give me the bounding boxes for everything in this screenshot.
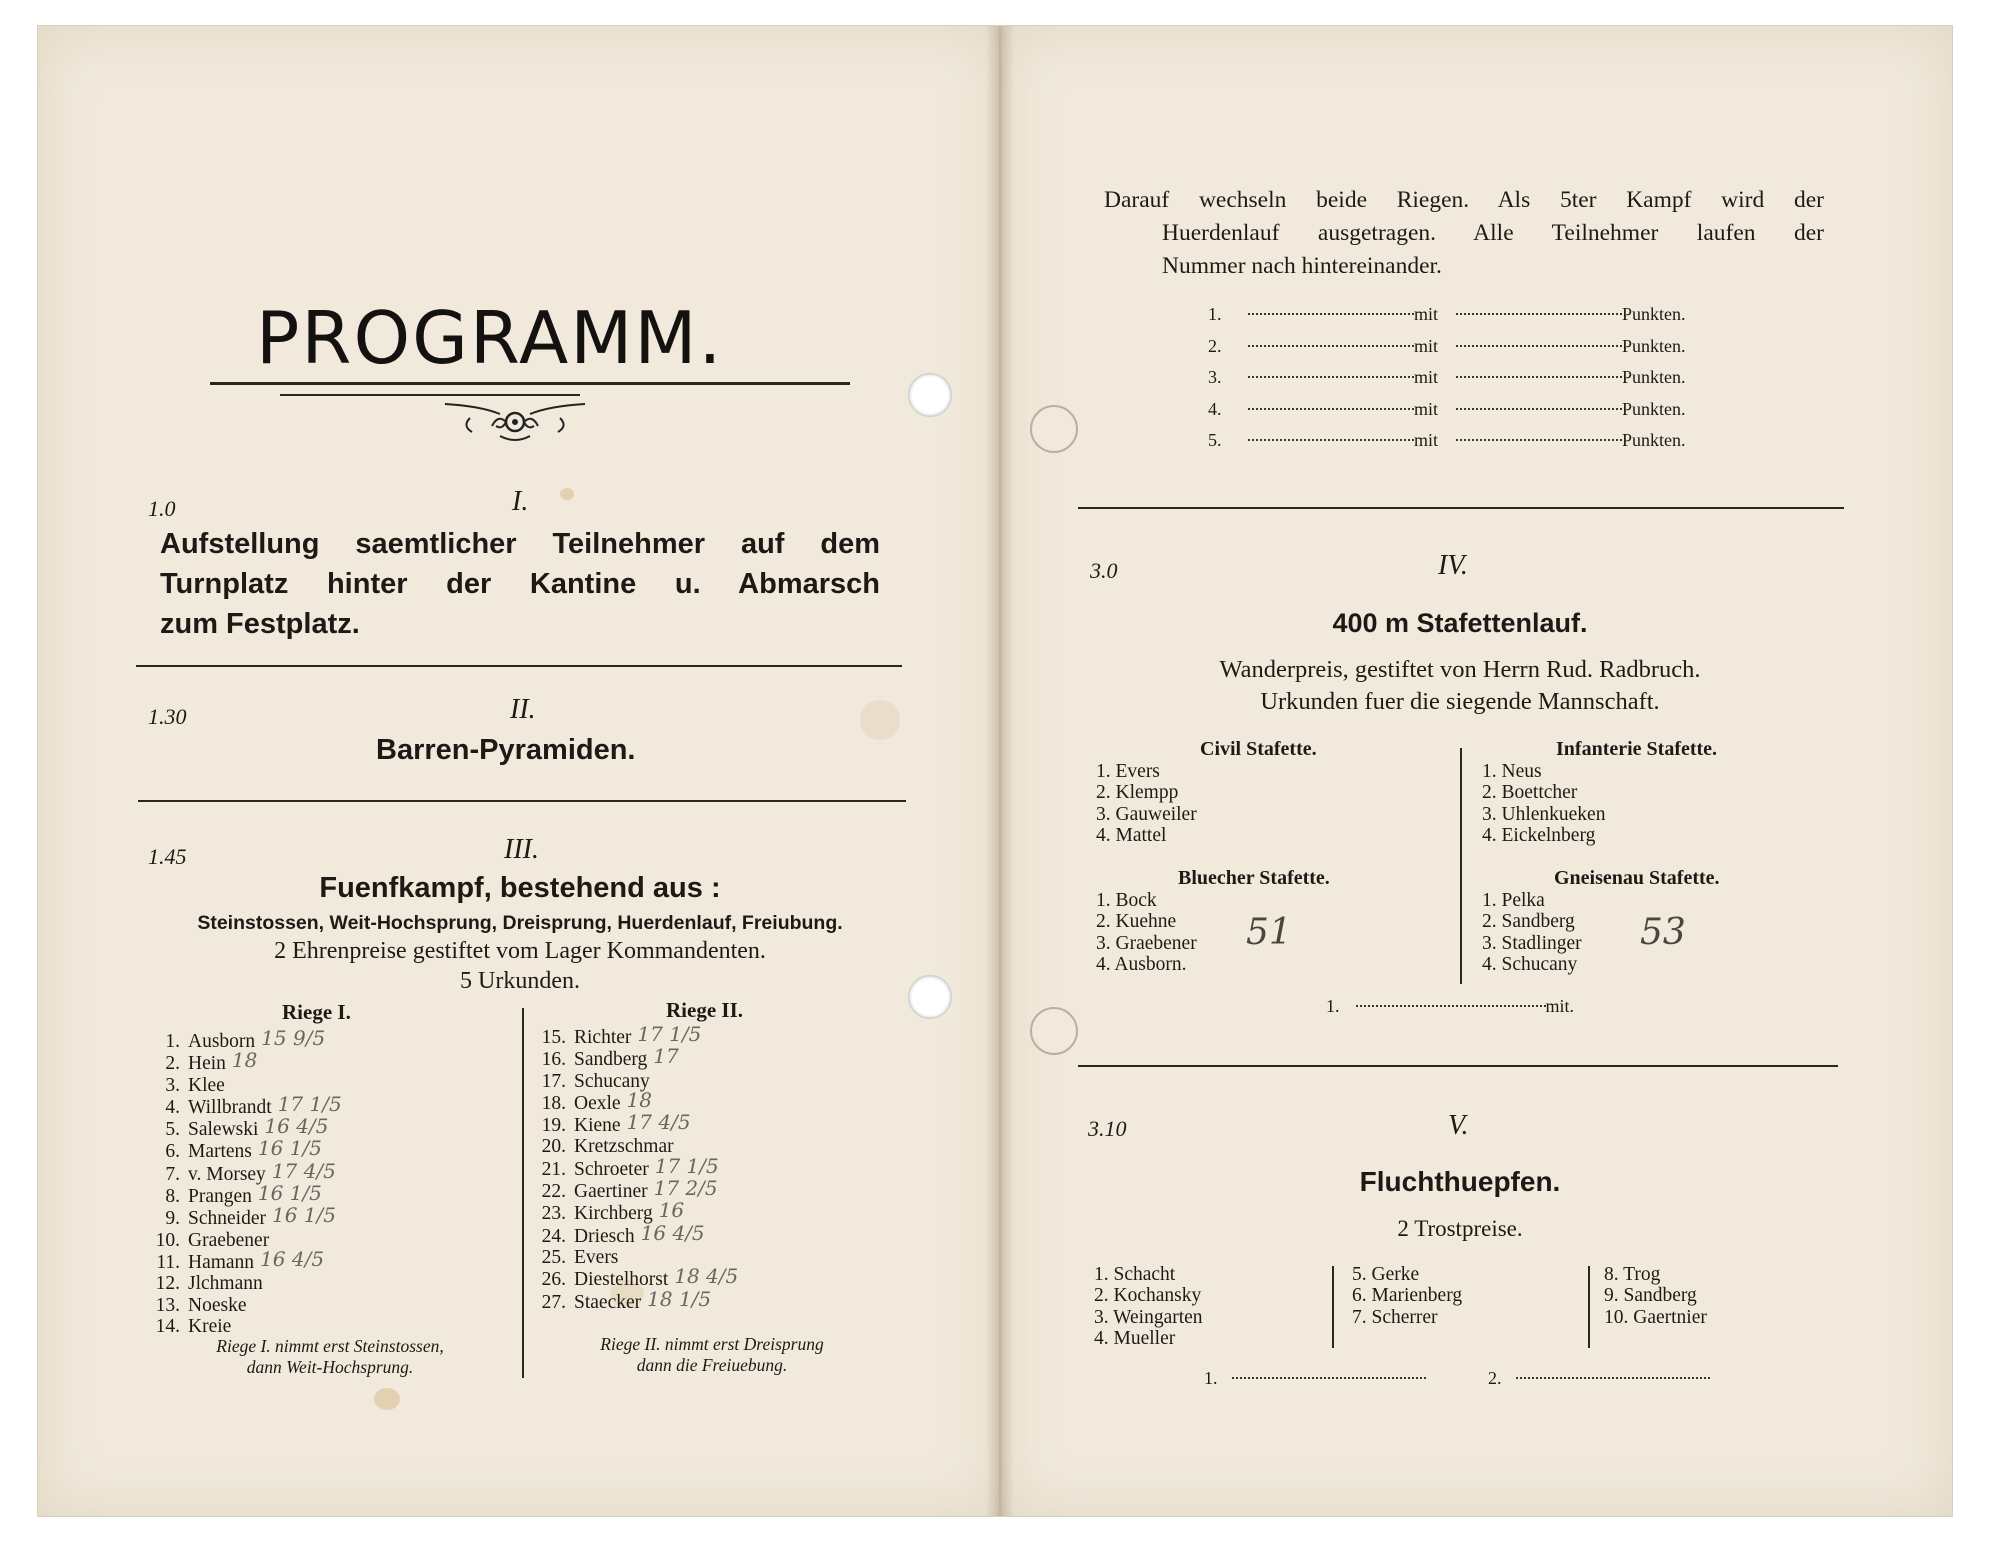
list-item bbox=[150, 1048, 336, 1075]
member-number: 8. bbox=[165, 1186, 180, 1208]
member-number: 2. bbox=[165, 1053, 180, 1075]
score-mit-label: mit bbox=[1414, 430, 1439, 450]
score-row-number: 4. bbox=[1208, 398, 1222, 419]
section-1-text bbox=[160, 524, 880, 644]
list-item bbox=[150, 1246, 336, 1273]
member-name: Kretzschmar bbox=[574, 1136, 674, 1158]
stain bbox=[860, 700, 900, 740]
section-1-line: Aufstellung saemtlicher Teilnehmer auf dem bbox=[160, 528, 880, 560]
handwritten-score: 17 4/5 bbox=[271, 1158, 336, 1183]
points-blank bbox=[1456, 408, 1622, 410]
member-name: Salewski bbox=[188, 1119, 259, 1141]
member-number: 21. bbox=[541, 1158, 566, 1180]
list-item bbox=[536, 1044, 732, 1071]
handwritten-score: 17 1/5 bbox=[637, 1022, 702, 1046]
intro-line: Nummer nach hintereinander. bbox=[1162, 253, 1442, 279]
section-2-time: 1.30 bbox=[148, 704, 187, 729]
member-number: 17. bbox=[541, 1070, 566, 1092]
stain bbox=[374, 1388, 400, 1410]
member-number: 20. bbox=[541, 1136, 566, 1158]
list-item bbox=[536, 1110, 732, 1137]
placement-1 bbox=[1204, 1368, 1426, 1389]
column-divider bbox=[1332, 1266, 1334, 1348]
member-name: Jlchmann bbox=[188, 1273, 263, 1295]
score-mit-label: mit bbox=[1414, 367, 1439, 387]
handwritten-score: 18 bbox=[231, 1048, 258, 1073]
section-4-number: IV. bbox=[1438, 550, 1468, 581]
member-name: Martens bbox=[188, 1141, 252, 1163]
member-name: Staecker bbox=[574, 1291, 642, 1313]
list-item: 4. Mattel bbox=[1096, 824, 1167, 846]
list-item: 6. Marienberg bbox=[1352, 1285, 1463, 1307]
handwritten-score: 17 2/5 bbox=[653, 1176, 718, 1201]
score-blank bbox=[1248, 408, 1414, 410]
list-item: 1. Bock bbox=[1096, 890, 1157, 911]
score-blank bbox=[1248, 376, 1414, 378]
gneisenau-team-list bbox=[1482, 890, 1582, 975]
riege-2-list bbox=[536, 1022, 739, 1313]
section-divider bbox=[138, 800, 906, 802]
section-3-number: III. bbox=[504, 834, 539, 865]
list-item bbox=[150, 1203, 336, 1230]
member-number: 27. bbox=[541, 1291, 566, 1313]
member-name: v. Morsey bbox=[188, 1163, 266, 1185]
list-item bbox=[536, 1286, 732, 1313]
score-row bbox=[1208, 367, 1686, 399]
section-3-certificates: 5 Urkunden. bbox=[460, 968, 580, 994]
member-number: 14. bbox=[155, 1315, 180, 1337]
member-number: 12. bbox=[155, 1273, 180, 1295]
civil-team-list bbox=[1096, 761, 1197, 846]
member-name: Sandberg bbox=[574, 1049, 648, 1071]
section-3-prizes: 2 Ehrenpreise gestiftet vom Lager Kommandenten. bbox=[274, 938, 766, 964]
section-divider bbox=[136, 665, 902, 667]
result-mit: mit. bbox=[1545, 996, 1575, 1016]
member-name: Schucany bbox=[574, 1070, 650, 1092]
list-item bbox=[536, 1220, 732, 1247]
score-mit-label: mit bbox=[1414, 335, 1439, 356]
punch-hole bbox=[908, 975, 952, 1019]
intro-text bbox=[1104, 184, 1824, 283]
member-name: Kreie bbox=[188, 1315, 232, 1337]
list-item: 5. Gerke bbox=[1352, 1264, 1420, 1285]
section-4-title: 400 m Stafettenlauf. bbox=[1332, 608, 1588, 638]
center-fold bbox=[986, 26, 1014, 1516]
punch-hole-mark bbox=[1030, 405, 1078, 453]
section-4-line2: Urkunden fuer die siegende Mannschaft. bbox=[1260, 688, 1660, 715]
member-number: 19. bbox=[541, 1115, 566, 1137]
placement-number: 2. bbox=[1488, 1368, 1502, 1388]
score-row-number: 2. bbox=[1208, 335, 1222, 356]
riege-1-list bbox=[150, 1026, 342, 1337]
member-number: 1. bbox=[165, 1031, 180, 1052]
member-name: Evers bbox=[574, 1246, 619, 1268]
handwritten-score: 16 4/5 bbox=[264, 1114, 329, 1139]
score-row-number: 5. bbox=[1208, 430, 1222, 450]
riege-2-note bbox=[552, 1334, 872, 1376]
section-5-number: V. bbox=[1448, 1110, 1469, 1141]
fluchthuepfen-column-2 bbox=[1352, 1264, 1462, 1328]
member-name: Klee bbox=[188, 1074, 225, 1096]
list-item: 1. Neus bbox=[1482, 761, 1542, 782]
member-name: Kirchberg bbox=[574, 1203, 653, 1225]
ornament-icon bbox=[440, 398, 590, 451]
member-number: 9. bbox=[165, 1208, 180, 1230]
list-item: 7. Scherrer bbox=[1352, 1306, 1438, 1328]
section-divider bbox=[1078, 507, 1844, 509]
handwritten-score: 18 4/5 bbox=[674, 1264, 739, 1289]
handwritten-score: 16 4/5 bbox=[640, 1220, 705, 1245]
points-blank bbox=[1456, 376, 1622, 378]
section-5-time: 3.10 bbox=[1088, 1116, 1127, 1141]
list-item bbox=[536, 1176, 732, 1203]
placement-blank bbox=[1232, 1377, 1426, 1379]
member-number: 3. bbox=[165, 1074, 180, 1096]
title-rule bbox=[210, 382, 850, 385]
fluchthuepfen-column-3 bbox=[1604, 1264, 1707, 1328]
member-number: 10. bbox=[155, 1229, 180, 1251]
member-number: 6. bbox=[165, 1141, 180, 1163]
section-5-title: Fluchthuepfen. bbox=[1359, 1166, 1561, 1197]
bluecher-team-title: Bluecher Stafette. bbox=[1178, 867, 1330, 889]
list-item: 1. Schacht bbox=[1094, 1264, 1176, 1285]
score-punkten-label: Punkten. bbox=[1622, 335, 1686, 356]
handwritten-score: 16 1/5 bbox=[257, 1181, 322, 1206]
member-number: 15. bbox=[541, 1027, 566, 1048]
member-name: Graebener bbox=[188, 1229, 270, 1251]
score-punkten-label: Punkten. bbox=[1622, 430, 1686, 450]
score-table bbox=[1208, 304, 1686, 462]
handwritten-score: 18 1/5 bbox=[647, 1286, 712, 1311]
infanterie-team-list bbox=[1482, 761, 1605, 846]
list-item: 4. Mueller bbox=[1094, 1327, 1176, 1349]
list-item: 3. Stadlinger bbox=[1482, 932, 1582, 954]
list-item: 3. Graebener bbox=[1096, 932, 1197, 954]
member-name: Hein bbox=[188, 1053, 226, 1075]
member-number: 25. bbox=[541, 1246, 566, 1268]
member-number: 24. bbox=[541, 1225, 566, 1247]
handwritten-score: 17 1/5 bbox=[277, 1091, 342, 1116]
member-number: 5. bbox=[165, 1119, 180, 1141]
score-punkten-label: Punkten. bbox=[1622, 398, 1686, 419]
handwritten-score: 17 bbox=[653, 1044, 679, 1069]
member-number: 22. bbox=[541, 1181, 566, 1203]
gneisenau-team-title: Gneisenau Stafette. bbox=[1554, 867, 1720, 889]
placement-blank bbox=[1516, 1377, 1710, 1379]
member-number: 16. bbox=[541, 1049, 566, 1071]
list-item: 4. Eickelnberg bbox=[1482, 824, 1596, 846]
placement-2 bbox=[1488, 1368, 1710, 1389]
list-item: 8. Trog bbox=[1604, 1264, 1661, 1285]
section-5-prizes: 2 Trostpreise. bbox=[1397, 1216, 1523, 1241]
score-blank bbox=[1248, 439, 1414, 441]
handwritten-score: 17 1/5 bbox=[654, 1153, 719, 1178]
score-blank bbox=[1248, 345, 1414, 347]
intro-line: Darauf wechseln beide Riegen. Als 5ter Kampf wird der bbox=[1104, 187, 1824, 213]
list-item: 1. Pelka bbox=[1482, 890, 1545, 911]
handwritten-score: 17 4/5 bbox=[626, 1110, 691, 1135]
page-title: PROGRAMM. bbox=[256, 296, 724, 380]
list-item bbox=[150, 1316, 336, 1337]
member-number: 13. bbox=[155, 1294, 180, 1316]
placement-number: 1. bbox=[1204, 1368, 1218, 1388]
section-1-line: zum Festplatz. bbox=[160, 608, 360, 640]
team-divider bbox=[1460, 748, 1462, 984]
section-3-events: Steinstossen, Weit-Hochsprung, Dreisprung, Huerdenlauf, Freiubung. bbox=[197, 912, 843, 934]
handwritten-score: 18 bbox=[626, 1087, 653, 1112]
section-4-line1: Wanderpreis, gestiftet von Herrn Rud. Radbruch. bbox=[1219, 656, 1701, 683]
handwritten-score: 16 4/5 bbox=[260, 1246, 325, 1271]
punch-hole bbox=[908, 373, 952, 417]
riege-divider bbox=[522, 1008, 524, 1378]
section-1-time: 1.0 bbox=[148, 496, 176, 521]
score-mit-label: mit bbox=[1414, 304, 1439, 324]
result-blank bbox=[1356, 1005, 1546, 1007]
member-number: 23. bbox=[541, 1203, 566, 1225]
list-item: 4. Ausborn. bbox=[1096, 953, 1187, 975]
note-line: Riege II. nimmt erst Dreisprung bbox=[600, 1334, 824, 1354]
member-name: Hamann bbox=[188, 1251, 255, 1273]
section-1-line: Turnplatz hinter der Kantine u. Abmarsch bbox=[160, 568, 880, 600]
member-number: 4. bbox=[165, 1096, 180, 1118]
member-number: 7. bbox=[165, 1163, 180, 1185]
intro-line: Huerdenlauf ausgetragen. Alle Teilnehmer laufen der bbox=[1162, 220, 1824, 246]
member-name: Schneider bbox=[188, 1208, 266, 1230]
points-blank bbox=[1456, 439, 1622, 441]
list-item: 2. Boettcher bbox=[1482, 782, 1578, 804]
member-name: Diestelhorst bbox=[574, 1269, 669, 1291]
riege-1-title: Riege I. bbox=[282, 1000, 351, 1024]
list-item bbox=[150, 1295, 336, 1316]
member-name: Oexle bbox=[574, 1092, 621, 1114]
list-item: 1. Evers bbox=[1096, 761, 1160, 782]
score-row-number: 3. bbox=[1208, 367, 1222, 387]
list-item: 2. Klempp bbox=[1096, 782, 1179, 804]
score-row bbox=[1208, 304, 1686, 336]
points-blank bbox=[1456, 345, 1622, 347]
list-item: 10. Gaertnier bbox=[1604, 1306, 1707, 1328]
member-name: Noeske bbox=[188, 1294, 247, 1316]
section-4-time: 3.0 bbox=[1090, 558, 1118, 583]
note-line: dann Weit-Hochsprung. bbox=[246, 1357, 414, 1377]
member-name: Kiene bbox=[574, 1115, 621, 1137]
score-row-number: 1. bbox=[1208, 304, 1222, 324]
member-number: 18. bbox=[541, 1092, 566, 1114]
score-row bbox=[1208, 399, 1686, 431]
list-item: 4. Schucany bbox=[1482, 953, 1578, 975]
civil-team-title: Civil Stafette. bbox=[1200, 738, 1317, 760]
list-item bbox=[536, 1022, 732, 1048]
handwritten-score: 16 1/5 bbox=[257, 1136, 322, 1161]
list-item: 3. Weingarten bbox=[1094, 1306, 1203, 1328]
section-3-time: 1.45 bbox=[148, 844, 187, 869]
member-name: Prangen bbox=[188, 1186, 252, 1208]
note-line: dann die Freiuebung. bbox=[636, 1355, 788, 1375]
handwritten-score: 16 bbox=[658, 1198, 685, 1223]
punch-hole-mark bbox=[1030, 1007, 1078, 1055]
section-2-number: II. bbox=[510, 694, 536, 725]
handwritten-score: 15 9/5 bbox=[261, 1026, 326, 1050]
list-item: 9. Sandberg bbox=[1604, 1285, 1697, 1307]
member-name: Gaertiner bbox=[574, 1181, 648, 1203]
handwritten-mark: 53 bbox=[1640, 912, 1686, 953]
points-blank bbox=[1456, 313, 1622, 315]
member-name: Ausborn bbox=[188, 1031, 256, 1052]
stain bbox=[560, 488, 574, 500]
score-punkten-label: Punkten. bbox=[1622, 367, 1686, 387]
score-blank bbox=[1248, 313, 1414, 315]
column-divider bbox=[1588, 1266, 1590, 1348]
bluecher-team-list bbox=[1096, 890, 1197, 975]
title-rule-short bbox=[280, 394, 580, 396]
score-row bbox=[1208, 336, 1686, 368]
member-name: Schroeter bbox=[574, 1158, 649, 1180]
list-item: 2. Sandberg bbox=[1482, 911, 1575, 933]
note-line: Riege I. nimmt erst Steinstossen, bbox=[216, 1336, 444, 1356]
infanterie-team-title: Infanterie Stafette. bbox=[1556, 738, 1718, 760]
member-name: Driesch bbox=[574, 1225, 635, 1247]
member-name: Willbrandt bbox=[188, 1096, 272, 1118]
list-item: 2. Kochansky bbox=[1094, 1285, 1202, 1307]
list-item: 2. Kuehne bbox=[1096, 911, 1177, 933]
score-row bbox=[1208, 430, 1686, 462]
relay-result bbox=[1326, 996, 1574, 1017]
section-1-number: I. bbox=[512, 486, 529, 517]
section-3-title: Fuenfkampf, bestehend aus : bbox=[319, 872, 721, 904]
fluchthuepfen-column-1 bbox=[1094, 1264, 1203, 1349]
list-item: 3. Gauweiler bbox=[1096, 803, 1197, 825]
riege-1-note bbox=[170, 1336, 490, 1378]
score-punkten-label: Punkten. bbox=[1622, 304, 1686, 324]
handwritten-mark: 51 bbox=[1246, 912, 1292, 953]
section-2-title: Barren-Pyramiden. bbox=[376, 734, 636, 766]
list-item: 3. Uhlenkueken bbox=[1482, 803, 1606, 825]
list-item bbox=[150, 1273, 336, 1294]
score-mit-label: mit bbox=[1414, 398, 1439, 419]
member-name: Richter bbox=[574, 1027, 632, 1048]
riege-2-title: Riege II. bbox=[666, 998, 743, 1022]
member-number: 11. bbox=[156, 1251, 180, 1273]
result-number: 1. bbox=[1326, 996, 1340, 1016]
handwritten-score: 16 1/5 bbox=[271, 1203, 336, 1228]
section-divider bbox=[1078, 1065, 1838, 1067]
member-number: 26. bbox=[541, 1269, 566, 1291]
